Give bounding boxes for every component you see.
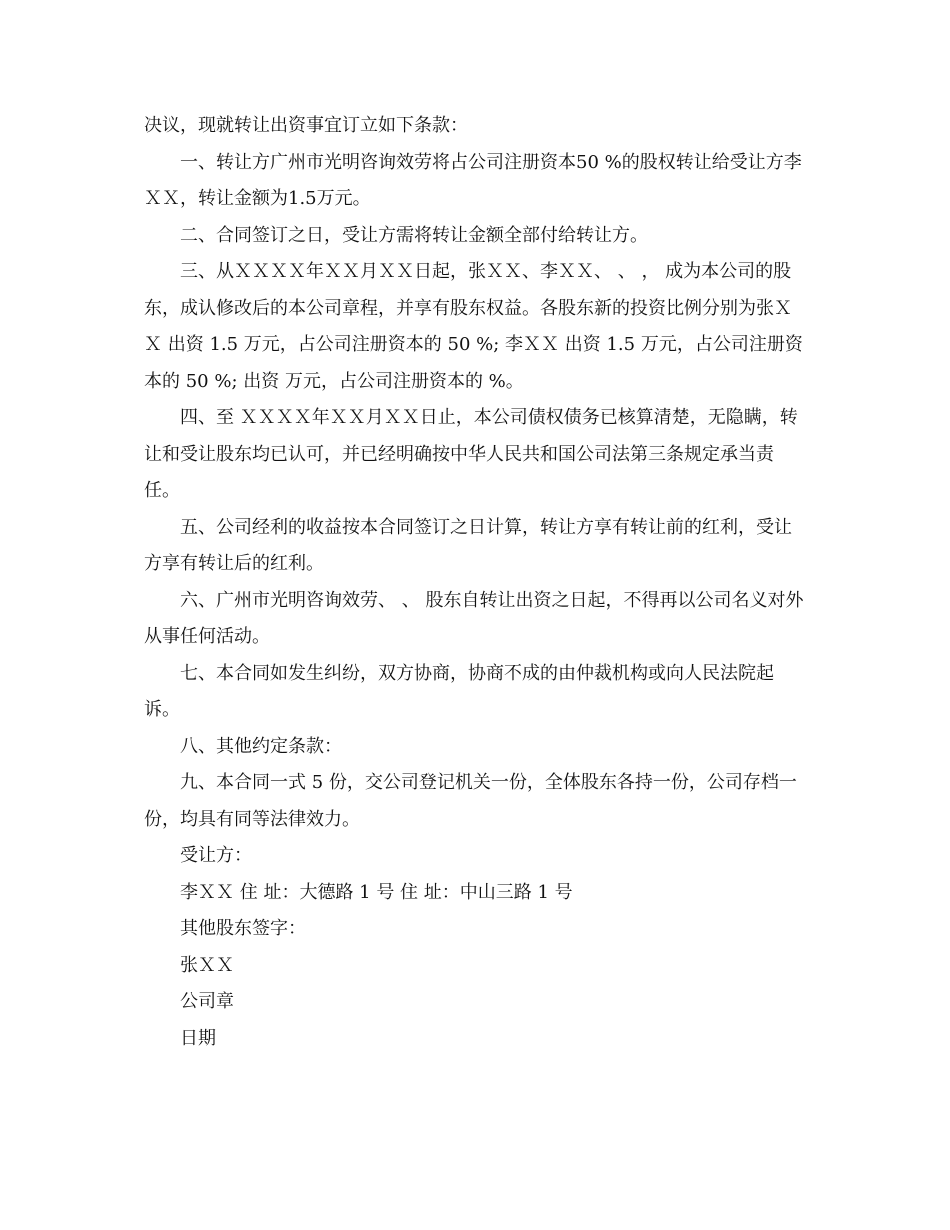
transferee-label: 受让方： [180, 845, 252, 866]
clause-9: 九、本合同一式 5 份，交公司登记机关一份，全体股东各持一份，公司存档一份，均具有同等法律效力。 [144, 772, 797, 830]
clause-1: 一、转让方广州市光明咨询效劳将占公司注册资本50 %的股权转让给受让方李ＸＸ，转让金额为1.5万元。 [144, 151, 802, 209]
document-body [144, 108, 806, 1057]
clause-8: 八、其他约定条款： [180, 735, 342, 757]
clause-6: 六、广州市光明咨询效劳、 、 股东自转让出资之日起，不得再以公司名义对外从事任何活动。 [144, 589, 804, 647]
signature-block [144, 838, 806, 1057]
company-seal-label: 公司章 [180, 991, 234, 1012]
shareholder-name: 张ＸＸ [180, 954, 234, 976]
paragraph-intro: 决议，现就转让出资事宜订立如下条款： [144, 115, 468, 136]
clause-7: 七、本合同如发生纠纷，双方协商，协商不成的由仲裁机构或向人民法院起诉。 [144, 662, 774, 720]
clause-3: 三、从ＸＸＸＸ年ＸＸ月ＸＸ日起，张ＸＸ、李ＸＸ、 、 ， 成为本公司的股东，成认修改后的本公司章程，并享有股东权益。各股东新的投资比例分别为张ＸＸ 出资 1.5 万元，占公司注册资本的 50 %; 李ＸＸ 出资 1.5 万元，占公司注册资本的 50 %; 出资 万元，占公司注册资本的 %。 [144, 261, 803, 392]
clause-5: 五、公司经利的收益按本合同签订之日计算，转让方享有转让前的红利，受让方享有转让后的红利。 [144, 516, 792, 574]
other-shareholders-label: 其他股东签字： [180, 918, 306, 939]
clause-4: 四、至 ＸＸＸＸ年ＸＸ月ＸＸ日止，本公司债权债务已核算清楚，无隐瞒，转让和受让股东均已认可，并已经明确按中华人民共和国公司法第三条规定承当责任。 [144, 407, 798, 501]
date-label: 日期 [180, 1027, 216, 1049]
address-line: 李ＸＸ 住 址：大德路 1 号 住 址：中山三路 1 号 [180, 881, 573, 903]
clause-2: 二、合同签订之日，受让方需将转让金额全部付给转让方。 [180, 224, 648, 246]
